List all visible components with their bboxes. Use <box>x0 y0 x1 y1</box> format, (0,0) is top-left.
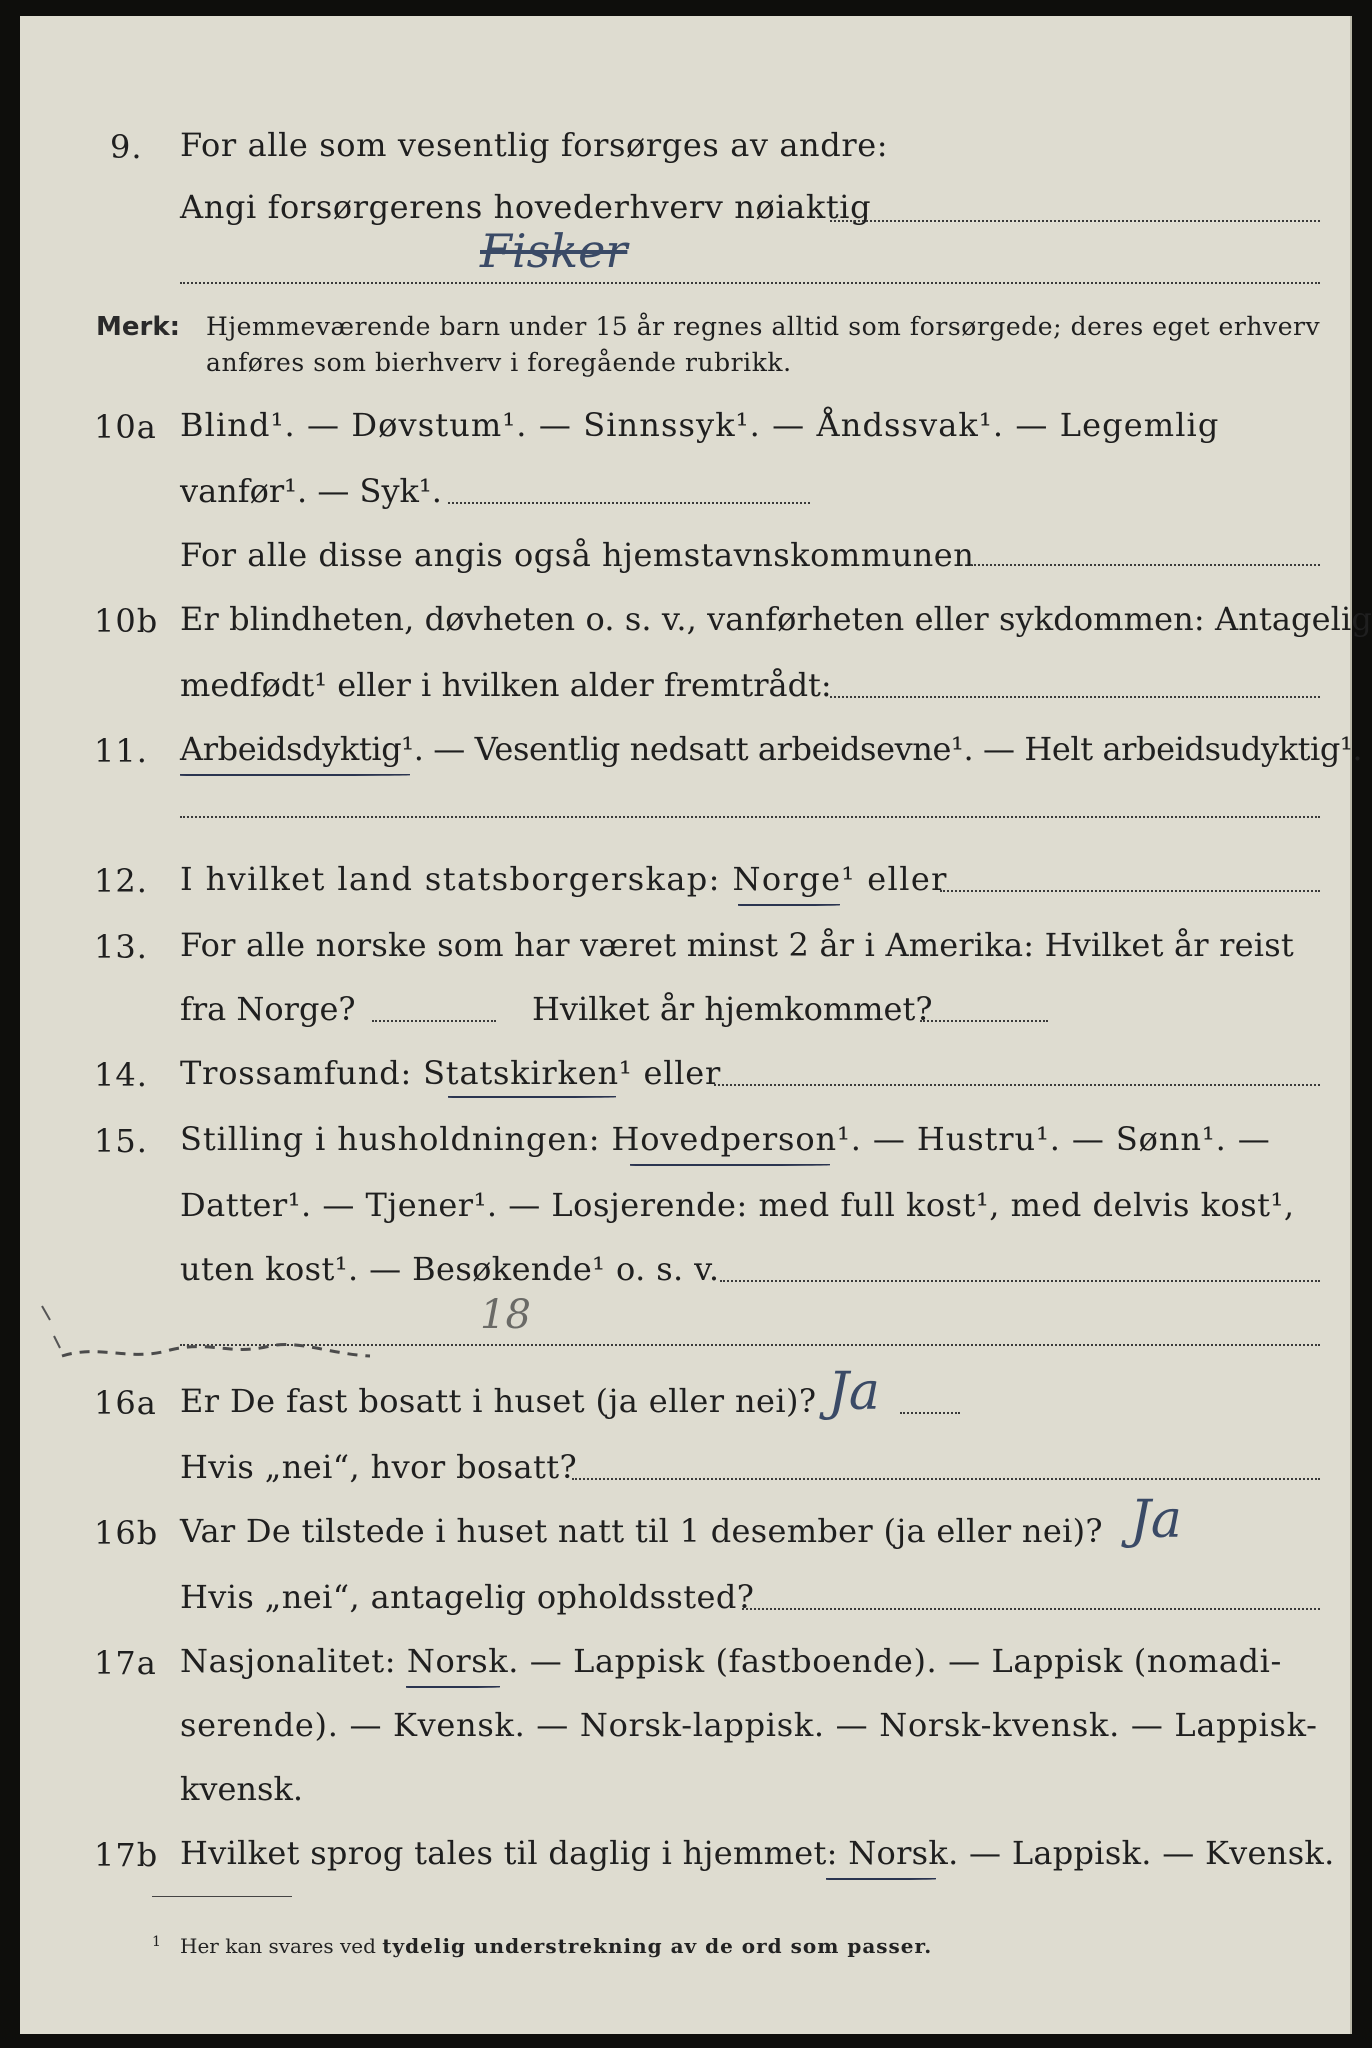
footnote-text: Her kan svares ved <box>180 1934 376 1958</box>
q17a-text-line3: kvensk. <box>180 1770 303 1808</box>
q16b-text-line2: Hvis „nei“, antagelig opholdssted? <box>180 1578 755 1616</box>
item-number-13: 13. <box>94 928 148 966</box>
census-form-page <box>20 16 1372 2034</box>
q16a-fill-line <box>900 1412 960 1414</box>
q11-text-line1: Arbeidsdyktig¹. — Vesentlig nedsatt arbeidsevne¹. — Helt arbeidsudyktig¹. <box>180 730 1363 768</box>
q14-fill-line <box>714 1084 1320 1086</box>
q16b-fill-line <box>742 1608 1320 1610</box>
q14-answer-underline <box>448 1096 616 1098</box>
q17a-answer-underline <box>406 1686 500 1688</box>
footnote <box>152 1934 932 1958</box>
q11-answer-underline <box>180 774 410 776</box>
q13-text-line2b: Hvilket år hjemkommet? <box>532 990 933 1028</box>
item-number-16a: 16a <box>94 1384 157 1422</box>
q10a-text-line1: Blind¹. — Døvstum¹. — Sinnssyk¹. — Åndssvak¹. — Legemlig <box>180 406 1220 444</box>
item-number-11: 11. <box>94 732 148 770</box>
q17a-text-line2: serende). — Kvensk. — Norsk-lappisk. — Norsk-kvensk. — Lappisk- <box>180 1706 1318 1744</box>
q16a-text-line1: Er De fast bosatt i huset (ja eller nei)? <box>180 1382 817 1420</box>
q10b-text-line2: medfødt¹ eller i hvilken alder fremtrådt: <box>180 666 832 704</box>
q17b-answer-underline <box>826 1878 936 1880</box>
footnote-rule <box>152 1896 292 1897</box>
q9-text-line1: For alle som vesentlig forsørges av andre: <box>180 126 889 164</box>
item-number-9: 9. <box>110 128 143 166</box>
item-number-14: 14. <box>94 1056 148 1094</box>
q17a-text-line1: Nasjonalitet: Norsk. — Lappisk (fastboende). — Lappisk (nomadi- <box>180 1642 1282 1680</box>
q15-answer-underline <box>630 1164 830 1166</box>
q10b-fill-line <box>830 696 1320 698</box>
q11-fill-line <box>180 816 1320 818</box>
q15-fill-line <box>720 1280 1320 1282</box>
q13-fill-line-a <box>372 1020 496 1022</box>
q10a-fill-line <box>448 502 810 504</box>
item-number-17a: 17a <box>94 1644 157 1682</box>
q16a-text-line2: Hvis „nei“, hvor bosatt? <box>180 1448 578 1486</box>
q9-fill-line-2 <box>180 282 1320 284</box>
q16b-text-line1: Var De tilstede i huset natt til 1 desember (ja eller nei)? <box>180 1512 1103 1550</box>
q13-text-line1: For alle norske som har været minst 2 år i Amerika: Hvilket år reist <box>180 926 1294 964</box>
footnote-mark: 1 <box>152 1934 161 1950</box>
q10b-text-line1: Er blindheten, døvheten o. s. v., vanførheten eller sykdommen: Antagelig <box>180 600 1372 638</box>
q16a-fill-line-2 <box>572 1478 1320 1480</box>
q10a-fill-line-2 <box>970 564 1320 566</box>
merk-label: Merk: <box>96 312 181 342</box>
merk-text-line1: Hjemmeværende barn under 15 år regnes alltid som forsørgede; deres eget erhverv <box>206 312 1321 341</box>
q15-text-line3: uten kost¹. — Besøkende¹ o. s. v. <box>180 1250 720 1288</box>
q13-text-line2a: fra Norge? <box>180 990 356 1028</box>
q9-handwritten-answer: Fisker <box>480 224 628 278</box>
q15-text-line2: Datter¹. — Tjener¹. — Losjerende: med full kost¹, med delvis kost¹, <box>180 1186 1295 1224</box>
item-number-10a: 10a <box>94 408 157 446</box>
q9-fill-line <box>830 220 1320 222</box>
margin-handwritten-note: 18 <box>480 1292 531 1338</box>
q17b-text-line1: Hvilket sprog tales til daglig i hjemmet: Norsk. — Lappisk. — Kvensk. <box>180 1834 1335 1872</box>
q15-text-line1: Stilling i husholdningen: Hovedperson¹. — Hustru¹. — Sønn¹. — <box>180 1120 1271 1158</box>
merk-text-line2: anføres som bierhverv i foregående rubrikk. <box>206 348 792 377</box>
q9-text-line2: Angi forsørgerens hovederhverv nøiaktig <box>180 188 872 226</box>
q12-text-line1: I hvilket land statsborgerskap: Norge¹ eller <box>180 860 948 898</box>
q16b-handwritten-answer: Ja <box>1130 1490 1182 1550</box>
q16a-handwritten-answer: Ja <box>828 1362 880 1422</box>
q14-text-line1: Trossamfund: Statskirken¹ eller <box>180 1054 722 1092</box>
q10a-text-line3: For alle disse angis også hjemstavnskommunen <box>180 536 975 574</box>
q12-answer-underline <box>738 904 840 906</box>
q12-fill-line <box>940 890 1320 892</box>
footnote-bold-text: tydelig understrekning av de ord som passer. <box>382 1934 933 1958</box>
q13-fill-line-b <box>920 1020 1048 1022</box>
item-number-10b: 10b <box>94 602 159 640</box>
item-number-17b: 17b <box>94 1836 159 1874</box>
item-number-16b: 16b <box>94 1514 159 1552</box>
q10a-text-line2: vanfør¹. — Syk¹. <box>180 472 442 510</box>
item-number-15: 15. <box>94 1122 148 1160</box>
item-number-12: 12. <box>94 862 148 900</box>
